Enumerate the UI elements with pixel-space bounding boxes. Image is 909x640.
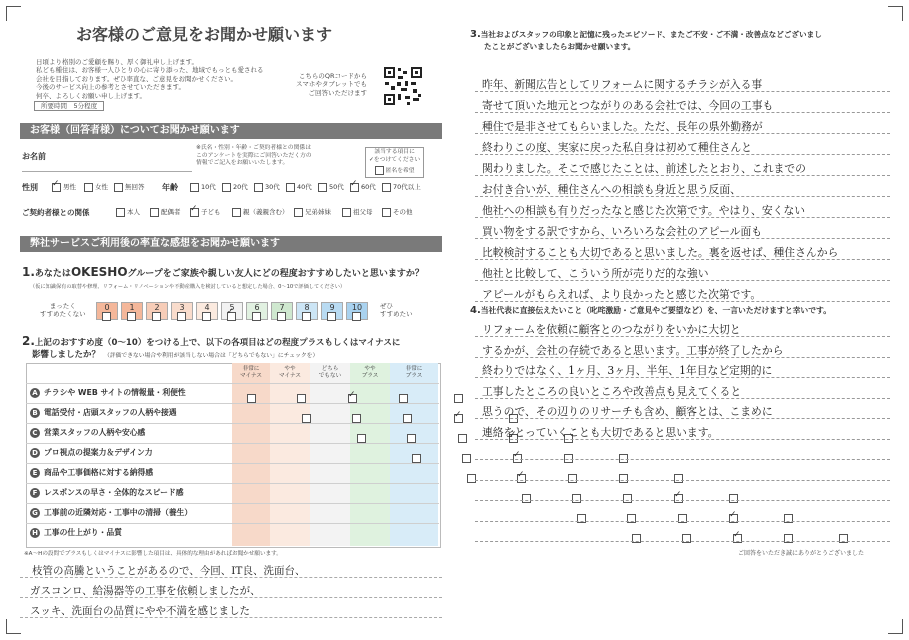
q2-checkbox[interactable] (678, 514, 687, 523)
handwritten-left-line: スッキ、洗面台の品質にやや不満を感じました (30, 605, 250, 617)
age-option[interactable]: 70代以上 (382, 182, 421, 192)
q1-scale-8[interactable] (296, 302, 318, 320)
q1-scale-1[interactable] (121, 302, 143, 320)
q2-checkbox[interactable] (729, 494, 738, 503)
relation-option[interactable]: 祖父母 (342, 207, 373, 217)
col-bg (310, 363, 350, 546)
q2-checkbox[interactable] (399, 394, 408, 403)
gender-label: 性別 (22, 183, 38, 192)
q2-item-letter: H (30, 528, 40, 538)
q2-text-2: 影響しましたか？ （評価できない場合や利用が該当しない場合は「どちらでもない」にチェックを） (32, 350, 319, 360)
q1-scale-checkbox[interactable] (202, 312, 211, 321)
q1-scale-number: 3 (179, 303, 185, 312)
section-header-impression: 弊社サービスご利用後の率直な感想をお聞かせ願います (20, 236, 442, 252)
q2-col-header: どちら でもない (318, 366, 342, 379)
q1-note: （仮に知識保有の取替や修理、リフォーム・リノベーションや不動産購入を検討していると想定した場合、0〜10で評価してください） (30, 284, 346, 290)
q1-scale-checkbox[interactable] (177, 312, 186, 321)
q1-scale-6[interactable] (246, 302, 268, 320)
q1-left-label: まったく すすめたくない (40, 302, 86, 319)
q2-item-text: チラシや WEB サイトの情報量・利便性 (44, 388, 186, 397)
qr-text: こちらのQRコードから スマホやタブレットでも ご回答いただけます (296, 72, 368, 97)
q2-checkbox[interactable] (623, 494, 632, 503)
gender-option-female[interactable]: 女性 (84, 182, 108, 192)
answer-line (475, 541, 890, 542)
handwritten-q3-line: 関わりました。そこで感じたことは、前述したとおり、これまでの (482, 162, 806, 175)
q2-item-text: 工事前の近隣対応・工事中の清掃（養生） (44, 508, 193, 517)
anonymous-checkbox[interactable] (375, 166, 384, 175)
q2-checkbox[interactable] (407, 434, 416, 443)
consent-box: 該当する項目に ✓をつけてください 匿名を希望 (365, 147, 424, 178)
col-bg (350, 363, 390, 546)
relation-option[interactable]: 兄弟姉妹 (294, 207, 331, 217)
q1-scale-number: 2 (154, 303, 160, 312)
q2-checkbox[interactable] (348, 394, 357, 403)
q2-row-divider (26, 523, 439, 524)
q1-scale-number: 6 (254, 303, 260, 312)
q1-scale-number: 10 (351, 303, 363, 312)
q1-scale-7[interactable] (271, 302, 293, 320)
handwritten-q4-line: 工事したところの良いところや改善点も見えてくると (482, 384, 742, 398)
section-header-customer: お客様（回答者様）についてお聞かせ願います (20, 123, 442, 139)
answer-line (475, 480, 890, 481)
q2-item-text: 工事の仕上がり・品質 (44, 528, 122, 537)
time-box: 所要時間 5分程度 (34, 101, 104, 111)
corner-mark (888, 6, 903, 21)
q2-checkbox[interactable] (517, 474, 526, 483)
q1-scale-number: 9 (329, 303, 335, 312)
handwritten-q3-line: 比較検討することも大切であると思いました。裏を返せば、種住さんから (482, 246, 839, 259)
q2-row-divider (26, 383, 439, 384)
relation-option[interactable]: その他 (382, 207, 413, 217)
q2-checkbox[interactable] (674, 474, 683, 483)
relation-option[interactable]: 親（義親含む） (232, 207, 289, 217)
q2-item-text: 営業スタッフの人柄や安心感 (44, 428, 146, 437)
q2-checkbox[interactable] (462, 454, 471, 463)
answer-line (475, 521, 890, 522)
q2-checkbox[interactable] (577, 514, 586, 523)
q2-item-a (30, 387, 186, 398)
q2-checkbox[interactable] (454, 414, 463, 423)
col-bg (270, 363, 310, 546)
q2-checkbox[interactable] (454, 394, 463, 403)
q3-text: 3.当社およびスタッフの印象と記憶に残ったエピソード、またご不安・ご不満・改善点などございまし たことがございましたらお聞かせ願います。 (470, 29, 822, 51)
q1-scale-number: 0 (104, 303, 110, 312)
q2-item-letter: E (30, 468, 40, 478)
handwritten-q4-line: 終わりではなく、1ヶ月、3ヶ月、半年、1年目など定期的に (482, 364, 773, 377)
q2-checkbox[interactable] (729, 514, 738, 523)
age-option[interactable]: 30代 (254, 182, 280, 192)
q2-item-letter: C (30, 428, 40, 438)
q2-col-header: やや マイナス (278, 366, 302, 379)
q2-footnote: ※A〜Hの設問でプラスもしくはマイナスに影響した項目は、具体的な理由があればお聞かせ願います。 (24, 551, 282, 557)
q1-scale-checkbox[interactable] (352, 312, 361, 321)
q1-scale-9[interactable] (321, 302, 343, 320)
answer-line (475, 500, 890, 501)
q2-row-divider (26, 503, 439, 504)
q2-item-text: 電話受付・店頭スタッフの人柄や接遇 (44, 408, 177, 417)
q2-checkbox[interactable] (297, 394, 306, 403)
q1-scale-checkbox[interactable] (327, 312, 336, 321)
gender-option-male[interactable]: ✓ 男性 (52, 182, 76, 192)
handwritten-q3-line: 買い物をする訳ですから、いろいろな会社のアピール面も (482, 225, 763, 238)
q2-item-letter: A (30, 388, 40, 398)
q2-row-divider (26, 483, 439, 484)
handwritten-q3-line: お付き合いが、種住さんへの相談も身近と思う反面、 (482, 183, 741, 196)
handwritten-q3-line: 昨年、新聞広告としてリフォームに関するチラシが入る事 (482, 78, 763, 91)
handwritten-q3-line: 寄せて頂いた地元とつながりのある会社では、今回の工事も (482, 99, 774, 112)
relation-option[interactable]: 配偶者 (150, 207, 181, 217)
q2-checkbox[interactable] (784, 514, 793, 523)
q2-item-text: プロ視点の提案力＆デザイン力 (44, 448, 153, 457)
q1-scale-checkbox[interactable] (252, 312, 261, 321)
q1-scale-0[interactable] (96, 302, 118, 320)
gender-option-none[interactable]: 無回答 (114, 182, 145, 192)
q1-scale-number: 8 (304, 303, 310, 312)
q2-checkbox[interactable] (412, 454, 421, 463)
q2-item-c (30, 427, 145, 438)
q2-checkbox[interactable] (572, 494, 581, 503)
name-note: ※氏名・性別・年齢・ご契約者様との関係は このアンケートを実際にご回答いただく方の 情報でご記入をお願いいたします。 (196, 145, 312, 167)
corner-mark (6, 619, 21, 634)
q1-scale-checkbox[interactable] (102, 312, 111, 321)
q2-item-letter: D (30, 448, 40, 458)
relation-option[interactable]: 本人 (116, 207, 140, 217)
q2-item-letter: G (30, 508, 40, 518)
q1-scale-checkbox[interactable] (127, 312, 136, 321)
q1-scale-checkbox[interactable] (227, 312, 236, 321)
q2-checkbox[interactable] (619, 474, 628, 483)
q2-item-f (30, 487, 184, 498)
q2-checkbox[interactable] (352, 414, 361, 423)
handwritten-q4-line: するかが、会社の存続であると思います。工事が終了したから (482, 343, 784, 357)
q2-item-text: 商品や工事価格に対する納得感 (44, 468, 154, 477)
q2-checkbox[interactable] (568, 474, 577, 483)
handwritten-q3-line: 終わりこの度、実家に戻った私自身は初めて種住さんと (482, 141, 752, 154)
thanks-note: ご回答をいただき誠にありがとうございました (738, 550, 865, 557)
q4-text: 4.当社代表に直接伝えたいこと（叱咤激励・ご意見やご要望など）を、一言いただけますと幸いです。 (470, 305, 831, 316)
handwritten-left-line: 枝管の高騰ということがあるので、今回、IT良、洗面台、 (32, 565, 306, 577)
handwritten-q4-line: リフォームを依頼に顧客とのつながりをいかに大切と (482, 323, 741, 336)
q1-scale-2[interactable] (146, 302, 168, 320)
q2-item-letter: B (30, 408, 40, 418)
q2-col-header: やや プラス (361, 366, 379, 379)
qr-code-icon[interactable] (383, 66, 423, 106)
q2-row-divider (26, 463, 439, 464)
handwritten-left-line: ガスコンロ、給湯器等の工事を依頼しましたが、 (30, 585, 261, 597)
q2-item-g (30, 507, 192, 518)
q1-scale-number: 7 (279, 303, 285, 312)
q2-checkbox[interactable] (522, 494, 531, 503)
q1-scale-3[interactable] (171, 302, 193, 320)
name-line[interactable] (22, 171, 192, 172)
q2-item-letter: F (30, 488, 40, 498)
q1-text: 1.あなたはOKESHOグループをご家族や親しい友人にどの程度おすすめしたいと思いますか？ (22, 265, 424, 279)
q2-row-divider (26, 403, 439, 404)
q2-item-text: レスポンスの早さ・全体的なスピード感 (44, 488, 184, 497)
q2-checkbox[interactable] (357, 434, 366, 443)
q2-col-header: 非常に マイナス (239, 366, 263, 379)
handwritten-q4-line: 連絡をとっていくことも大切であると思います。 (482, 425, 719, 439)
q2-checkbox[interactable] (674, 494, 683, 503)
intro-text: 日頃より格別のご愛顧を賜り、厚く御礼申し上げます。 私ども種住は、お客様一人ひとりの心に寄り添った、地域でもっとも愛される 会社を目指しております。ぜひ率直な、ご意見をお聞かせください。 今後のサービス向上の参考とさせていただきます。 何卒、よろしくお願い申し上げます。 (36, 58, 264, 100)
q2-item-d (30, 447, 153, 458)
relation-label: ご契約者様との関係 (22, 208, 90, 217)
corner-mark (888, 619, 903, 634)
q2-checkbox[interactable] (302, 414, 311, 423)
q1-scale-10[interactable] (346, 302, 368, 320)
handwritten-q3-line: 種住で是非させてもらいました。ただ、長年の県外勤務が (482, 120, 763, 133)
age-label: 年齢 (162, 183, 178, 192)
handwritten-q3-line: 他社と比較して、こういう所が売りだ的な強い (482, 267, 709, 280)
age-option[interactable]: 50代 (318, 182, 344, 192)
q1-scale-number: 1 (129, 303, 135, 312)
q1-scale-checkbox[interactable] (277, 312, 286, 321)
age-option[interactable]: 10代 (190, 182, 216, 192)
q2-text: 2.上記のおすすめ度（0〜10）をつける上で、以下の各項目はどの程度プラスもしくはマイナスに (22, 334, 401, 348)
q2-checkbox[interactable] (467, 474, 476, 483)
q2-col-header: 非常に プラス (405, 366, 423, 379)
q2-item-b (30, 407, 177, 418)
q2-checkbox[interactable] (403, 414, 412, 423)
q1-scale-5[interactable] (221, 302, 243, 320)
name-label: お名前 (22, 152, 46, 161)
q2-row-divider (26, 423, 439, 424)
corner-mark (6, 6, 21, 21)
q2-checkbox[interactable] (458, 434, 467, 443)
q2-item-h (30, 527, 122, 538)
answer-line (475, 459, 890, 460)
age-option-selected[interactable]: ✓ 60代 (350, 182, 376, 192)
q1-scale-checkbox[interactable] (152, 312, 161, 321)
col-bg (232, 363, 270, 546)
age-option[interactable]: 20代 (222, 182, 248, 192)
age-option[interactable]: 40代 (286, 182, 312, 192)
page-title: お客様のご意見をお聞かせ願います (76, 25, 333, 44)
handwritten-q4-line: 思うので、その辺りのリサーチも含め、顧客とは、こまめに (482, 405, 773, 418)
handwritten-q3-line: アピールがもらえれば、より良かったと感じた次第です。 (482, 288, 762, 301)
q2-checkbox[interactable] (627, 514, 636, 523)
relation-option-selected[interactable]: ✓ 子ども (190, 207, 221, 217)
q1-scale-number: 4 (204, 303, 210, 312)
q2-row-divider (26, 443, 439, 444)
q1-right-label: ぜひ すすめたい (380, 302, 413, 319)
q2-checkbox[interactable] (247, 394, 256, 403)
q1-scale-checkbox[interactable] (302, 312, 311, 321)
q2-item-e (30, 467, 153, 478)
q1-scale-4[interactable] (196, 302, 218, 320)
handwritten-q3-line: 他社への相談も有りだったなと感じた次第です。やはり、安くない (482, 204, 806, 217)
